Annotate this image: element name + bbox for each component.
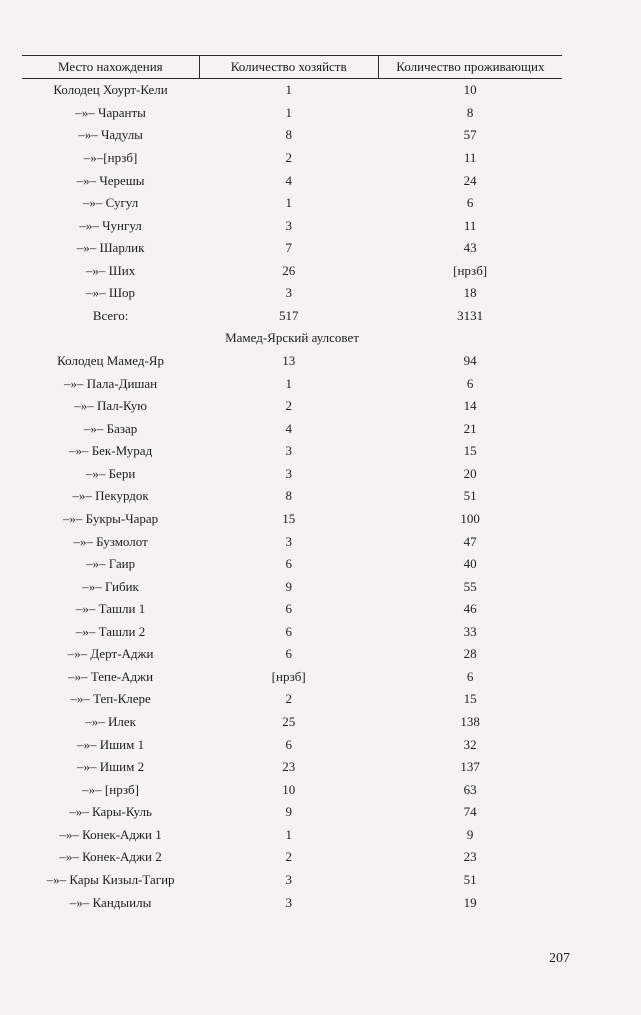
- cell-households: 9: [285, 578, 292, 594]
- cell-residents: 33: [463, 623, 477, 639]
- cell-residents: 74: [463, 804, 477, 820]
- cell-residents: 15: [463, 443, 477, 459]
- cell-residents: 6: [466, 195, 474, 211]
- cell-residents: 11: [463, 217, 477, 233]
- cell-households: 3: [285, 533, 292, 549]
- cell-residents: 8: [466, 104, 474, 120]
- cell-location: –»– Шор: [86, 285, 135, 301]
- table-row: [22, 282, 562, 305]
- cell-location: –»– Илек: [85, 714, 136, 730]
- cell-households: 1: [285, 104, 292, 120]
- table-row: [22, 372, 562, 395]
- cell-households: 1: [285, 375, 292, 391]
- cell-location: –»– [нрзб]: [82, 781, 139, 797]
- table-row: [22, 666, 562, 689]
- cell-residents: 138: [460, 714, 480, 730]
- cell-residents: [нрзб]: [453, 262, 488, 278]
- table-row: [22, 621, 562, 644]
- cell-location: –»– Ишим 2: [77, 759, 145, 775]
- cell-residents: 20: [463, 465, 477, 481]
- cell-residents: 47: [463, 533, 477, 549]
- cell-households: 3: [285, 443, 292, 459]
- cell-households: [нрзб]: [271, 668, 306, 684]
- cell-residents: 55: [463, 578, 477, 594]
- cell-households: 26: [282, 262, 296, 278]
- cell-households: 2: [285, 849, 292, 865]
- cell-households: 6: [285, 556, 292, 572]
- table-row: [22, 485, 562, 508]
- table-row: [22, 192, 562, 215]
- table-row: [22, 463, 562, 486]
- cell-location: –»– Пал-Кую: [74, 398, 147, 414]
- table-row: [22, 575, 562, 598]
- cell-residents: 137: [460, 759, 480, 775]
- table-row: [22, 869, 562, 892]
- cell-residents: 6: [466, 668, 474, 684]
- cell-residents: 11: [463, 149, 477, 165]
- table-row: [22, 733, 562, 756]
- cell-location: –»– Бек-Мурад: [68, 443, 153, 459]
- cell-households: 8: [285, 127, 292, 143]
- cell-residents: 28: [463, 646, 477, 662]
- cell-location: –»– Ших: [85, 262, 136, 278]
- table-row: [22, 147, 562, 170]
- table-row: [22, 801, 562, 824]
- cell-households: 25: [282, 714, 296, 730]
- table-row: [22, 778, 562, 801]
- table-row: [22, 530, 562, 553]
- cell-households: 1: [285, 826, 292, 842]
- cell-residents: 100: [460, 510, 480, 526]
- cell-households: 8: [285, 488, 292, 504]
- cell-location: Колодец Хоурт-Кели: [53, 82, 168, 98]
- cell-location: –»– Кары-Куль: [69, 804, 152, 820]
- table-row: [22, 553, 562, 576]
- cell-residents: 6: [466, 375, 474, 391]
- table-row: [22, 169, 562, 192]
- cell-location: –»– Конек-Аджи 1: [59, 826, 162, 842]
- cell-residents: 18: [463, 285, 477, 301]
- cell-households: 3: [285, 871, 292, 887]
- table-row: [22, 102, 562, 125]
- cell-households: 23: [282, 759, 296, 775]
- cell-households: 3: [285, 894, 292, 910]
- cell-residents: 3131: [457, 307, 484, 323]
- table-row: [22, 79, 562, 102]
- cell-households: 2: [285, 691, 292, 707]
- cell-location: –»– Дерт-Аджи: [67, 646, 154, 662]
- cell-location: –»– Кары Кизыл-Тагир: [46, 871, 175, 887]
- cell-location: –»– Базар: [83, 420, 138, 436]
- cell-location: –»– Сугул: [82, 195, 139, 211]
- cell-households: 1: [285, 195, 292, 211]
- cell-location: –»– Гибик: [82, 578, 139, 594]
- column-header-households: Количество хозяйств: [199, 56, 378, 79]
- cell-residents: 46: [463, 601, 477, 617]
- cell-residents: 40: [463, 556, 477, 572]
- table-row: [22, 124, 562, 147]
- table-row: [22, 598, 562, 621]
- cell-households: 3: [285, 285, 292, 301]
- cell-households: 6: [285, 601, 292, 617]
- table-row: [22, 440, 562, 463]
- cell-location: –»–[нрзб]: [83, 149, 138, 165]
- cell-residents: 10: [463, 82, 477, 98]
- cell-households: 2: [285, 149, 292, 165]
- cell-households: 3: [285, 465, 292, 481]
- cell-residents: 19: [463, 894, 477, 910]
- cell-households: 1: [285, 82, 292, 98]
- table-row: [22, 395, 562, 418]
- cell-location: –»– Пекурдок: [72, 488, 149, 504]
- cell-location: –»– Ишим 1: [77, 736, 145, 752]
- cell-location: –»– Тепе-Аджи: [68, 668, 154, 684]
- cell-location: –»– Черешы: [76, 172, 145, 188]
- cell-households: 517: [278, 307, 299, 323]
- cell-residents: 32: [463, 736, 477, 752]
- cell-location: –»– Гаир: [85, 556, 136, 572]
- table-row: [22, 688, 562, 711]
- column-header-residents: Количество проживающих: [378, 56, 562, 79]
- cell-households: 6: [285, 623, 292, 639]
- data-table: [22, 55, 562, 914]
- table-row: [22, 508, 562, 531]
- cell-residents: 23: [463, 849, 477, 865]
- table-row: [22, 846, 562, 869]
- cell-location: –»– Ташли 1: [75, 601, 146, 617]
- cell-residents: 43: [463, 240, 477, 256]
- cell-residents: 51: [463, 488, 477, 504]
- cell-location: –»– Пала-Дишан: [63, 375, 158, 391]
- cell-residents: 14: [463, 398, 477, 414]
- cell-location: Всего:: [92, 307, 129, 323]
- cell-residents: 51: [463, 871, 477, 887]
- table-row: [22, 237, 562, 260]
- section-row: [22, 327, 562, 350]
- table-row: [22, 824, 562, 847]
- cell-location: –»– Бузмолот: [73, 533, 148, 549]
- cell-households: 13: [282, 353, 296, 369]
- table-row: [22, 891, 562, 914]
- section-title: Мамед-Ярский аулсовет: [225, 330, 359, 346]
- cell-residents: 63: [463, 781, 477, 797]
- table-row: [22, 214, 562, 237]
- cell-location: –»– Конек-Аджи 2: [59, 849, 162, 865]
- cell-households: 3: [285, 217, 292, 233]
- column-header-location: Место нахождения: [22, 56, 199, 79]
- cell-residents: 94: [463, 353, 477, 369]
- cell-households: 7: [285, 240, 292, 256]
- cell-residents: 9: [466, 826, 474, 842]
- cell-location: Колодец Мамед-Яр: [57, 353, 164, 369]
- cell-households: 10: [282, 781, 296, 797]
- cell-households: 4: [285, 420, 292, 436]
- cell-location: –»– Чаранты: [75, 104, 146, 120]
- cell-location: –»– Букры-Чарар: [62, 510, 159, 526]
- table-row: [22, 417, 562, 440]
- cell-location: –»– Чадулы: [78, 127, 143, 143]
- table-row: [22, 350, 562, 373]
- cell-location: –»– Теп-Клере: [70, 691, 151, 707]
- page-number: 207: [549, 951, 570, 966]
- cell-households: 4: [285, 172, 292, 188]
- table-row: [22, 756, 562, 779]
- table-row: [22, 260, 562, 283]
- cell-residents: 24: [463, 172, 477, 188]
- cell-location: –»– Шарлик: [76, 240, 145, 256]
- cell-location: –»– Ташли 2: [75, 623, 146, 639]
- cell-households: 6: [285, 736, 292, 752]
- cell-residents: 15: [463, 691, 477, 707]
- cell-households: 2: [285, 398, 292, 414]
- table-row: [22, 305, 562, 328]
- cell-location: –»– Кандыилы: [69, 894, 152, 910]
- cell-location: –»– Бери: [85, 465, 136, 481]
- cell-households: 9: [285, 804, 292, 820]
- cell-households: 6: [285, 646, 292, 662]
- table-header-row: [22, 56, 562, 79]
- cell-residents: 57: [463, 127, 477, 143]
- cell-location: –»– Чунгул: [79, 217, 142, 233]
- table-row: [22, 643, 562, 666]
- cell-households: 15: [282, 510, 296, 526]
- cell-residents: 21: [463, 420, 477, 436]
- table-row: [22, 711, 562, 734]
